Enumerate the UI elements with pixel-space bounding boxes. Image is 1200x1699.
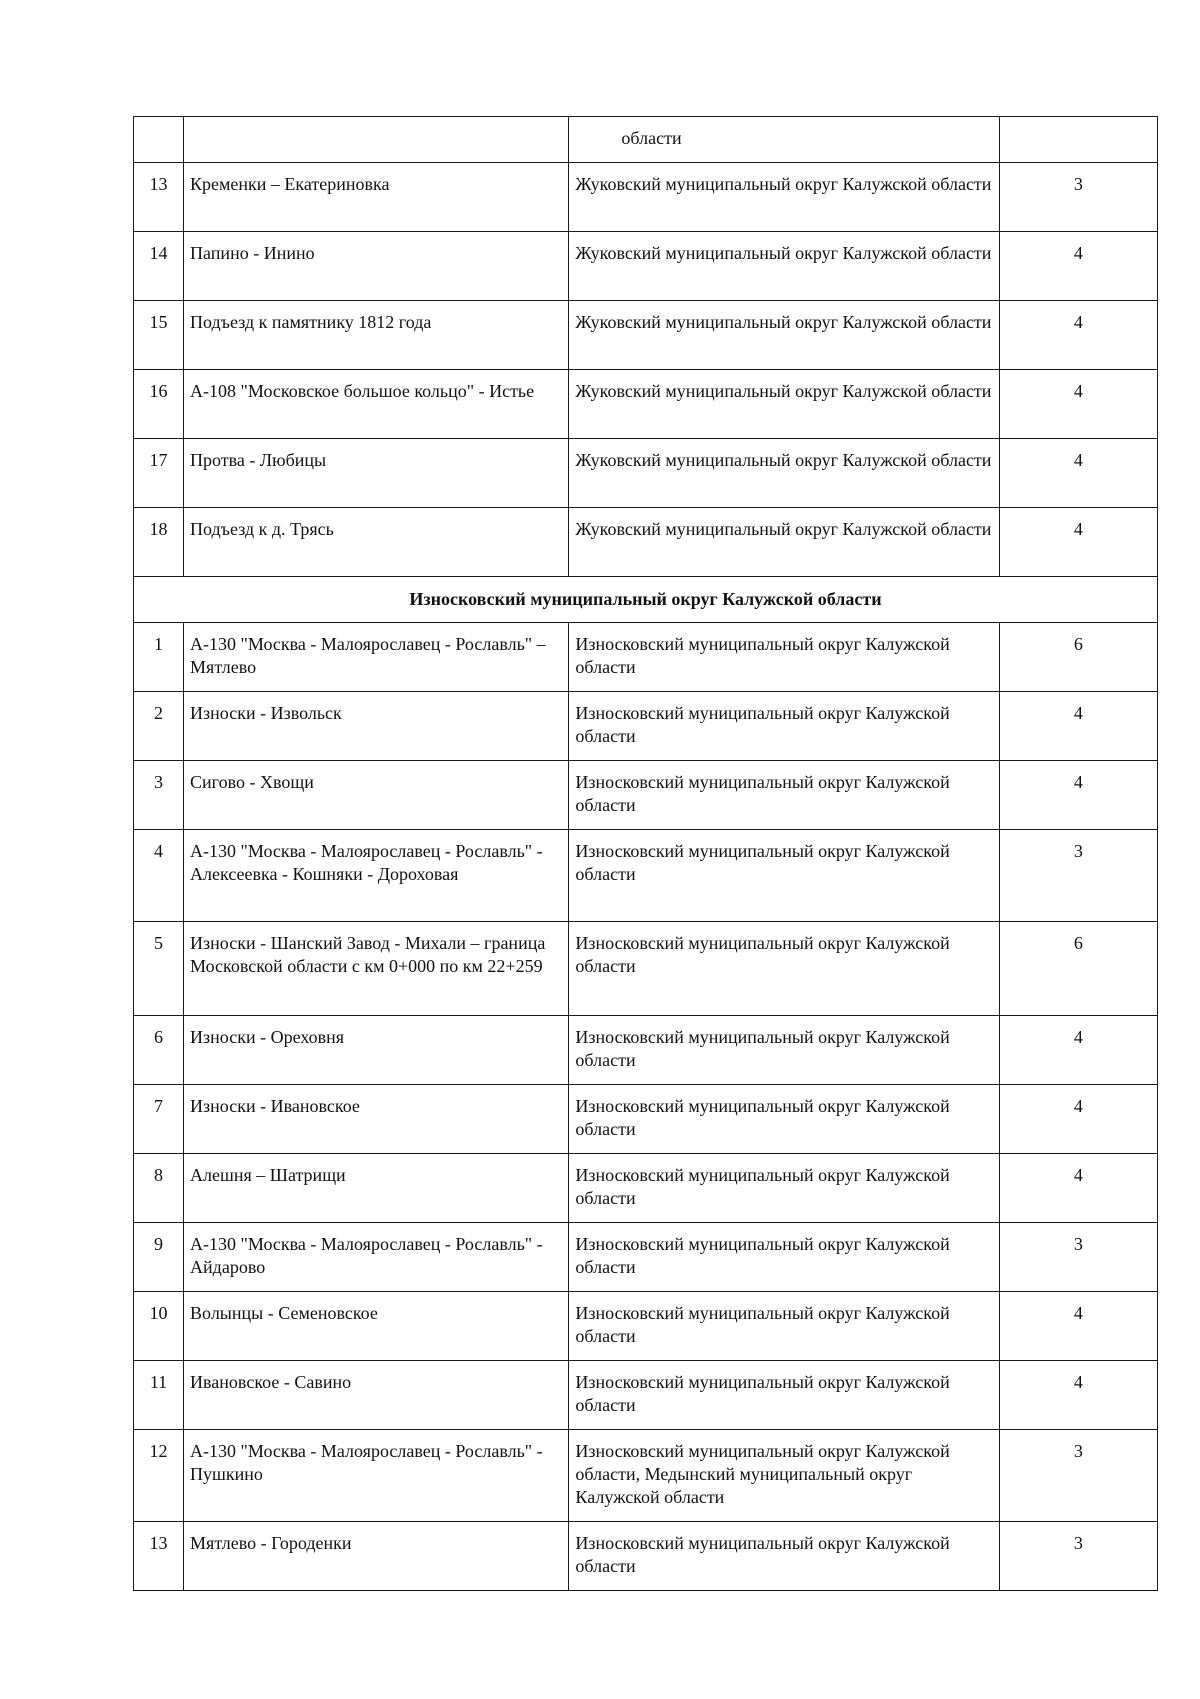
row-number-cell: 13 [134,1522,184,1591]
road-name-cell: Износки - Извольск [184,692,569,761]
table-row [134,1522,1158,1591]
municipality-cell: Износковский муниципальный округ Калужской области [569,1016,999,1085]
municipality-cell: Износковский муниципальный округ Калужской области [569,1292,999,1361]
road-name-cell: А-108 "Московское большое кольцо" - Истье [184,370,569,439]
municipality-cell: Жуковский муниципальный округ Калужской области [569,439,999,508]
table-row [134,1085,1158,1154]
road-name-cell: Ивановское - Савино [184,1361,569,1430]
road-name-cell: Износки - Ивановское [184,1085,569,1154]
section-heading-row [134,577,1158,623]
category-cell: 4 [999,1085,1157,1154]
municipality-cell: Износковский муниципальный округ Калужской области [569,761,999,830]
table-row [134,1430,1158,1522]
table-row [134,163,1158,232]
category-cell: 4 [999,301,1157,370]
table-row [134,439,1158,508]
row-number-cell: 9 [134,1223,184,1292]
table-row [134,692,1158,761]
table-row [134,301,1158,370]
row-number-cell: 13 [134,163,184,232]
municipality-cell: Жуковский муниципальный округ Калужской области [569,232,999,301]
road-name-cell: Износки - Шанский Завод - Михали – граница Московской области с км 0+000 по км 22+259 [184,922,569,1016]
road-name-cell: А-130 "Москва - Малоярославец - Рославль" – Мятлево [184,623,569,692]
municipality-cell: Износковский муниципальный округ Калужской области [569,692,999,761]
category-cell: 3 [999,1223,1157,1292]
municipality-cell: Износковский муниципальный округ Калужской области [569,1522,999,1591]
road-name-cell [184,117,569,163]
row-number-cell: 11 [134,1361,184,1430]
road-name-cell: Папино - Инино [184,232,569,301]
category-cell [999,117,1157,163]
row-number-cell: 5 [134,922,184,1016]
row-number-cell: 6 [134,1016,184,1085]
road-name-cell: Алешня – Шатрищи [184,1154,569,1223]
road-name-cell: Мятлево - Городенки [184,1522,569,1591]
row-number-cell: 8 [134,1154,184,1223]
section-heading: Износковский муниципальный округ Калужской области [134,577,1158,623]
road-name-cell: А-130 "Москва - Малоярославец - Рославль" - Алексеевка - Кошняки - Дороховая [184,830,569,922]
municipality-cell: Жуковский муниципальный округ Калужской области [569,301,999,370]
table-row [134,1223,1158,1292]
category-cell: 4 [999,370,1157,439]
row-number-cell: 17 [134,439,184,508]
table-row [134,370,1158,439]
row-number-cell: 12 [134,1430,184,1522]
road-name-cell: Подъезд к памятнику 1812 года [184,301,569,370]
category-cell: 4 [999,508,1157,577]
table-row [134,922,1158,1016]
category-cell: 3 [999,1522,1157,1591]
roads-table [133,116,1158,1591]
table-row [134,232,1158,301]
municipality-cell: Жуковский муниципальный округ Калужской области [569,508,999,577]
table-row [134,1361,1158,1430]
row-number-cell: 2 [134,692,184,761]
municipality-cell: Износковский муниципальный округ Калужской области, Медынский муниципальный округ Калужской области [569,1430,999,1522]
road-name-cell: Подъезд к д. Трясь [184,508,569,577]
municipality-cell: Износковский муниципальный округ Калужской области [569,623,999,692]
row-number-cell: 4 [134,830,184,922]
table-row [134,1154,1158,1223]
category-cell: 3 [999,163,1157,232]
category-cell: 4 [999,1154,1157,1223]
municipality-cell: Жуковский муниципальный округ Калужской области [569,370,999,439]
table-row [134,508,1158,577]
row-number-cell: 7 [134,1085,184,1154]
category-cell: 4 [999,1361,1157,1430]
road-name-cell: А-130 "Москва - Малоярославец - Рославль" - Пушкино [184,1430,569,1522]
row-number-cell: 15 [134,301,184,370]
municipality-cell: Износковский муниципальный округ Калужской области [569,1223,999,1292]
municipality-cell: Износковский муниципальный округ Калужской области [569,830,999,922]
table-row [134,1016,1158,1085]
table-row [134,1292,1158,1361]
municipality-cell: Жуковский муниципальный округ Калужской области [569,163,999,232]
category-cell: 4 [999,1292,1157,1361]
road-name-cell: Сигово - Хвощи [184,761,569,830]
row-number-cell: 16 [134,370,184,439]
municipality-cell: области [569,117,999,163]
row-number-cell: 18 [134,508,184,577]
category-cell: 3 [999,830,1157,922]
table-row-continuation [134,117,1158,163]
table-row [134,623,1158,692]
category-cell: 4 [999,761,1157,830]
municipality-cell: Износковский муниципальный округ Калужской области [569,922,999,1016]
road-name-cell: Протва - Любицы [184,439,569,508]
category-cell: 6 [999,623,1157,692]
road-name-cell: Волынцы - Семеновское [184,1292,569,1361]
category-cell: 4 [999,692,1157,761]
row-number-cell: 1 [134,623,184,692]
row-number-cell: 3 [134,761,184,830]
category-cell: 6 [999,922,1157,1016]
municipality-cell: Износковский муниципальный округ Калужской области [569,1361,999,1430]
category-cell: 3 [999,1430,1157,1522]
table-row [134,830,1158,922]
row-number-cell: 14 [134,232,184,301]
table-row [134,761,1158,830]
category-cell: 4 [999,439,1157,508]
road-name-cell: Кременки – Екатериновка [184,163,569,232]
municipality-cell: Износковский муниципальный округ Калужской области [569,1085,999,1154]
row-number-cell [134,117,184,163]
municipality-cell: Износковский муниципальный округ Калужской области [569,1154,999,1223]
row-number-cell: 10 [134,1292,184,1361]
category-cell: 4 [999,232,1157,301]
road-name-cell: Износки - Ореховня [184,1016,569,1085]
road-name-cell: А-130 "Москва - Малоярославец - Рославль" - Айдарово [184,1223,569,1292]
category-cell: 4 [999,1016,1157,1085]
